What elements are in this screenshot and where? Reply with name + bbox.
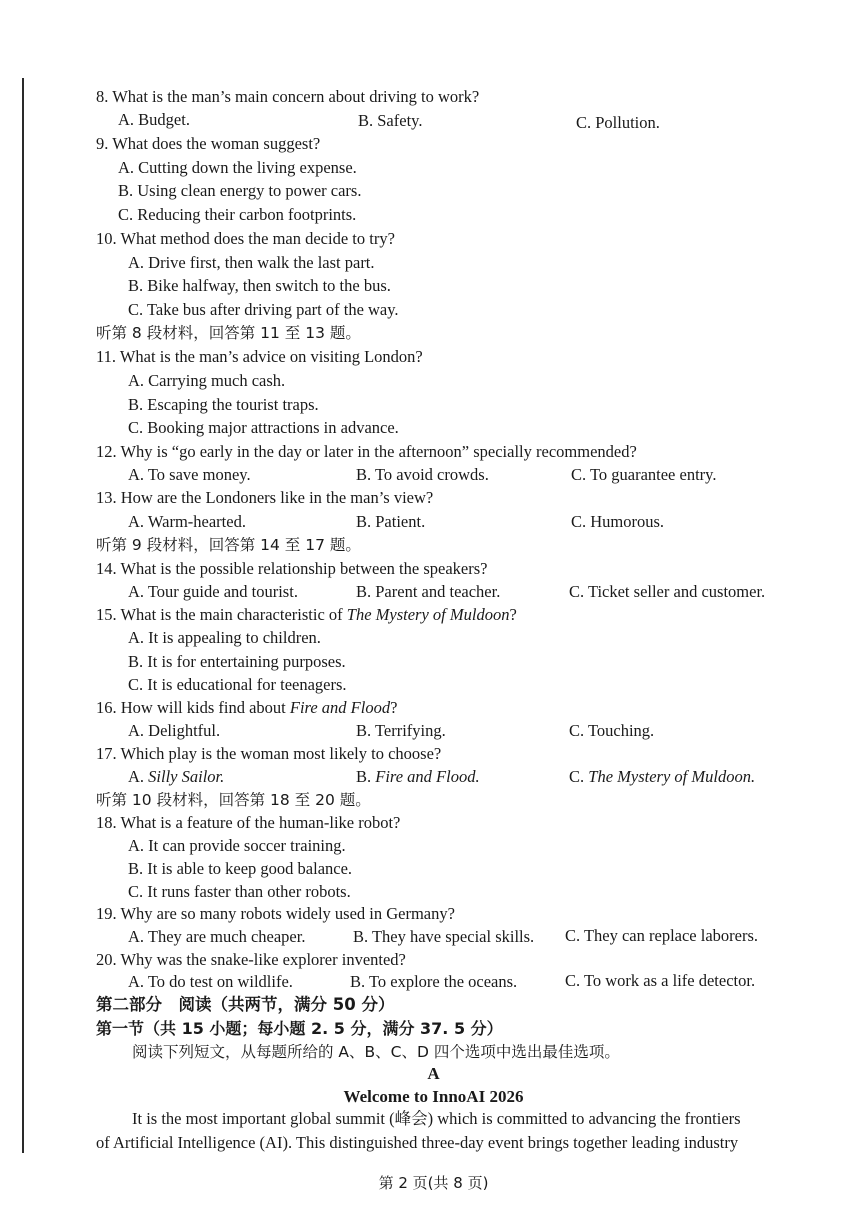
question-17-option-c-letter: C. [569,767,589,786]
question-20-option-a: A. To do test on wildlife. [128,972,293,991]
question-15-option-a: A. It is appealing to children. [128,628,321,647]
question-19-option-a: A. They are much cheaper. [128,927,306,946]
question-17-option-c-title: The Mystery of Muldoon. [588,767,756,786]
question-13-option-a: A. Warm-hearted. [128,512,246,531]
question-10-option-c: C. Take bus after driving part of the way. [128,300,399,319]
question-15-stem-post: ? [509,605,517,624]
question-9-option-a: A. Cutting down the living expense. [118,158,357,177]
question-20-option-c: C. To work as a life detector. [565,971,756,990]
question-9-stem: 9. What does the woman suggest? [96,134,321,153]
part-2-heading: 第二部分 阅读（共两节，满分 50 分） [96,995,395,1014]
section-10-instruction: 听第 10 段材料，回答第 18 至 20 题。 [96,791,371,809]
question-15-option-b: B. It is for entertaining purposes. [128,652,346,671]
passage-letter: A [427,1064,440,1083]
question-12-option-b: B. To avoid crowds. [356,465,489,484]
section-9-instruction: 听第 9 段材料，回答第 14 至 17 题。 [96,536,361,554]
question-16-stem-pre: 16. How will kids find about [96,698,290,717]
reading-instruction: 阅读下列短文，从每题所给的 A、B、C、D 四个选项中选出最佳选项。 [132,1043,620,1061]
question-19-stem: 19. Why are so many robots widely used in Germany? [96,904,455,923]
question-15-play-title: The Mystery of Muldoon [346,605,510,624]
question-11-option-b: B. Escaping the tourist traps. [128,395,319,414]
question-10-option-b: B. Bike halfway, then switch to the bus. [128,276,391,295]
question-14-option-a: A. Tour guide and tourist. [128,582,298,601]
question-8-option-a: A. Budget. [118,110,190,129]
question-14-option-c: C. Ticket seller and customer. [569,582,766,601]
passage-line-1: It is the most important global summit (峰会) which is committed to advancing the frontiers [132,1109,741,1128]
section-8-instruction: 听第 8 段材料，回答第 11 至 13 题。 [96,324,361,342]
question-11-stem: 11. What is the man’s advice on visiting London? [96,347,423,366]
question-17-option-a-title: Silly Sailor. [148,767,225,786]
question-17-option-a [128,766,224,788]
question-12-option-c: C. To guarantee entry. [571,465,717,484]
question-8-stem: 8. What is the man’s main concern about driving to work? [96,87,480,106]
question-13-option-b: B. Patient. [356,512,426,531]
question-15-stem-pre: 15. What is the main characteristic of [96,605,347,624]
question-17-option-a-letter: A. [128,767,149,786]
question-14-option-b: B. Parent and teacher. [356,582,501,601]
question-11-option-c: C. Booking major attractions in advance. [128,418,399,437]
question-16-stem-post: ? [390,698,398,717]
question-15-option-c: C. It is educational for teenagers. [128,675,347,694]
question-8-option-b: B. Safety. [358,111,423,130]
section-1-heading: 第一节（共 15 小题；每小题 2. 5 分，满分 37. 5 分） [96,1019,503,1038]
question-10-stem: 10. What method does the man decide to try? [96,229,395,248]
question-13-option-c: C. Humorous. [571,512,665,531]
passage-title: Welcome to InnoAI 2026 [343,1087,524,1106]
question-15-stem [96,604,517,626]
question-18-option-c: C. It runs faster than other robots. [128,882,351,901]
question-18-option-b: B. It is able to keep good balance. [128,859,353,878]
question-17-stem: 17. Which play is the woman most likely to choose? [96,744,442,763]
question-10-option-a: A. Drive first, then walk the last part. [128,253,375,272]
question-9-option-b: B. Using clean energy to power cars. [118,181,362,200]
question-16-play-title: Fire and Flood [289,698,391,717]
question-17-option-b-letter: B. [356,767,376,786]
question-13-stem: 13. How are the Londoners like in the man’s view? [96,488,434,507]
passage-line-2: of Artificial Intelligence (AI). This distinguished three-day event brings together leading industry [96,1133,739,1152]
question-14-stem: 14. What is the possible relationship between the speakers? [96,559,488,578]
question-16-stem [96,697,397,719]
question-19-option-b: B. They have special skills. [353,927,535,946]
question-12-option-a: A. To save money. [128,465,251,484]
question-12-stem: 12. Why is “go early in the day or later in the afternoon” specially recommended? [96,442,637,461]
question-8-option-c: C. Pollution. [576,113,660,132]
question-17-option-b-title: Fire and Flood. [375,767,480,786]
question-18-stem: 18. What is a feature of the human-like robot? [96,813,401,832]
question-19-option-c: C. They can replace laborers. [565,926,759,945]
question-11-option-a: A. Carrying much cash. [128,371,286,390]
question-16-option-a: A. Delightful. [128,721,221,740]
question-17-option-c [569,766,755,788]
page-footer: 第 2 页(共 8 页) [378,1174,489,1192]
question-20-option-b: B. To explore the oceans. [350,972,518,991]
question-20-stem: 20. Why was the snake-like explorer invented? [96,950,406,969]
question-16-option-c: C. Touching. [569,721,655,740]
question-17-option-b [356,766,480,788]
question-18-option-a: A. It can provide soccer training. [128,836,346,855]
question-16-option-b: B. Terrifying. [356,721,446,740]
question-9-option-c: C. Reducing their carbon footprints. [118,205,357,224]
